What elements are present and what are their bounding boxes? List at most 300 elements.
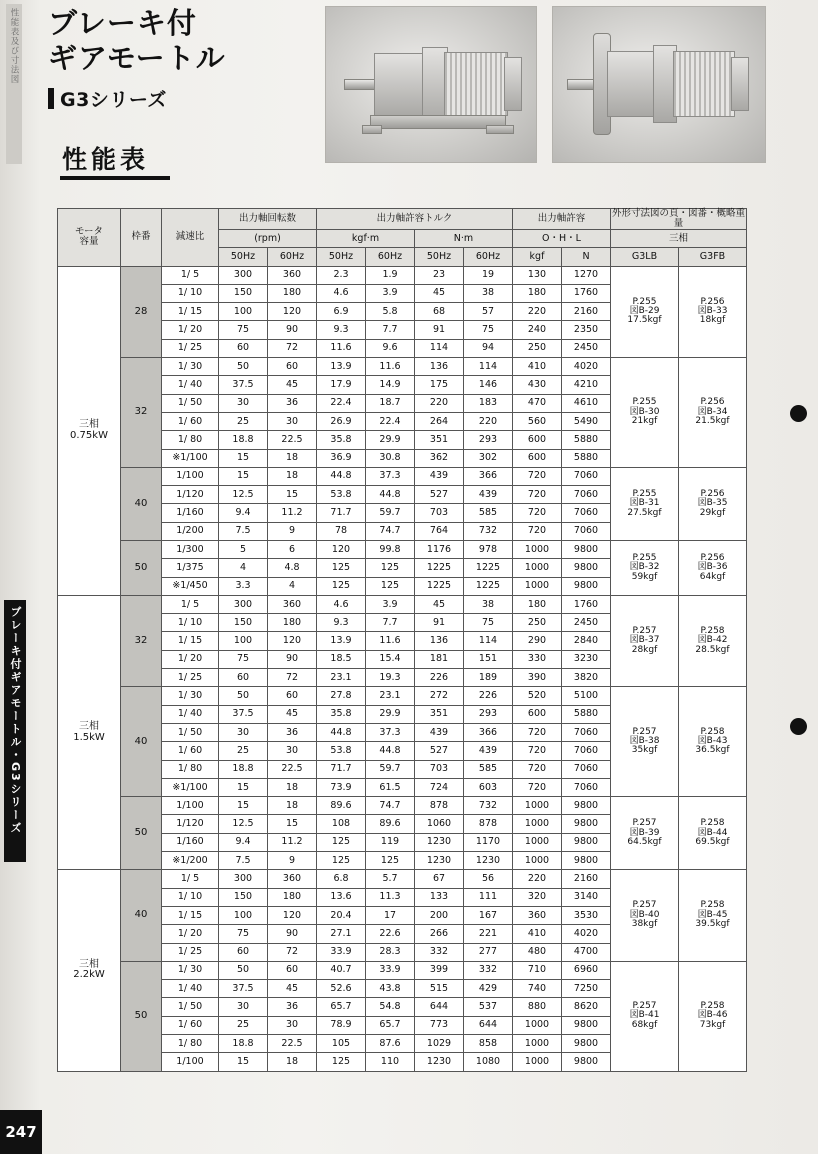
motor-capacity-cell: 三相 1.5kW (58, 595, 121, 869)
rpm-50hz-cell: 150 (219, 284, 268, 302)
nm-60hz-cell: 38 (464, 284, 513, 302)
kgfm-50hz-cell: 44.8 (317, 723, 366, 741)
rpm-50hz-cell: 25 (219, 412, 268, 430)
g3fb-reference-cell: P.258 図B-45 39.5kgf (679, 870, 747, 961)
thrust-kgf-cell: 1000 (513, 1053, 562, 1071)
nm-50hz-cell: 266 (415, 925, 464, 943)
nm-50hz-cell: 351 (415, 705, 464, 723)
table-row (58, 687, 747, 705)
rpm-50hz-cell: 7.5 (219, 522, 268, 540)
table-row (58, 595, 747, 613)
thrust-kgf-cell: 720 (513, 486, 562, 504)
kgfm-50hz-cell: 53.8 (317, 742, 366, 760)
g3lb-reference-cell: P.257 図B-41 68kgf (611, 961, 679, 1071)
kgfm-60hz-cell: 44.8 (366, 742, 415, 760)
nm-50hz-cell: 773 (415, 1016, 464, 1034)
frame-number-cell: 50 (121, 540, 162, 595)
kgfm-50hz-cell: 13.6 (317, 888, 366, 906)
rpm-60hz-cell: 72 (268, 339, 317, 357)
thrust-kgf-cell: 720 (513, 778, 562, 796)
thrust-kgf-cell: 180 (513, 595, 562, 613)
table-row (58, 358, 747, 376)
kgfm-60hz-cell: 28.3 (366, 943, 415, 961)
nm-50hz-cell: 527 (415, 486, 464, 504)
thrust-kgf-cell: 130 (513, 266, 562, 284)
kgfm-50hz-cell: 36.9 (317, 449, 366, 467)
rpm-50hz-cell: 30 (219, 723, 268, 741)
rpm-50hz-cell: 50 (219, 961, 268, 979)
kgfm-60hz-cell: 9.6 (366, 339, 415, 357)
ratio-cell: 1/ 5 (162, 266, 219, 284)
kgfm-50hz-cell: 53.8 (317, 486, 366, 504)
rpm-50hz-cell: 30 (219, 998, 268, 1016)
rpm-60hz-cell: 120 (268, 906, 317, 924)
kgfm-50hz-cell: 4.6 (317, 595, 366, 613)
nm-50hz-cell: 23 (415, 266, 464, 284)
rpm-60hz-cell: 120 (268, 632, 317, 650)
nm-60hz-cell: 1080 (464, 1053, 513, 1071)
flange-mount-gearmotor-photo (552, 6, 766, 163)
kgfm-60hz-cell: 119 (366, 833, 415, 851)
ratio-cell: 1/ 30 (162, 687, 219, 705)
col-frame-no: 枠番 (121, 209, 162, 267)
thrust-kgf-cell: 360 (513, 906, 562, 924)
col-ratio: 減速比 (162, 209, 219, 267)
ratio-cell: 1/ 30 (162, 961, 219, 979)
series-bar-decoration (48, 88, 54, 109)
kgfm-50hz-cell: 105 (317, 1035, 366, 1053)
rpm-60hz-cell: 11.2 (268, 833, 317, 851)
kgfm-50hz-cell: 9.3 (317, 614, 366, 632)
thrust-n-cell: 6960 (562, 961, 611, 979)
rpm-50hz-cell: 75 (219, 925, 268, 943)
frame-number-cell: 40 (121, 687, 162, 797)
table-row (58, 540, 747, 558)
thrust-n-cell: 9800 (562, 1035, 611, 1053)
section-heading-underline (60, 176, 170, 180)
rpm-60hz-cell: 22.5 (268, 760, 317, 778)
kgfm-50hz-cell: 26.9 (317, 412, 366, 430)
nm-60hz-cell: 57 (464, 303, 513, 321)
rpm-60hz-cell: 60 (268, 358, 317, 376)
foot-mount-gearmotor-photo (325, 6, 537, 163)
nm-60hz-cell: 189 (464, 669, 513, 687)
kgfm-60hz-cell: 5.7 (366, 870, 415, 888)
ratio-cell: 1/ 60 (162, 742, 219, 760)
ratio-cell: ※1/100 (162, 778, 219, 796)
rpm-50hz-cell: 18.8 (219, 760, 268, 778)
rpm-60hz-cell: 72 (268, 943, 317, 961)
thrust-kgf-cell: 470 (513, 394, 562, 412)
rpm-60hz-cell: 4 (268, 577, 317, 595)
sidebar-chapter-label: ブレーキ付ギアモートル・G3シリーズ (9, 606, 22, 835)
nm-60hz-cell: 38 (464, 595, 513, 613)
nm-60hz-cell: 19 (464, 266, 513, 284)
nm-50hz-cell: 764 (415, 522, 464, 540)
thrust-n-cell: 8620 (562, 998, 611, 1016)
kgfm-50hz-cell: 78 (317, 522, 366, 540)
nm-50hz-cell: 67 (415, 870, 464, 888)
kgfm-60hz-cell: 110 (366, 1053, 415, 1071)
col-g3lb: G3LB (611, 248, 679, 266)
nm-50hz-cell: 1029 (415, 1035, 464, 1053)
rpm-50hz-cell: 18.8 (219, 431, 268, 449)
ratio-cell: 1/ 60 (162, 1016, 219, 1034)
nm-50hz-cell: 133 (415, 888, 464, 906)
rpm-50hz-cell: 60 (219, 339, 268, 357)
section-tab-vertical (6, 4, 22, 164)
kgfm-50hz-cell: 125 (317, 559, 366, 577)
thrust-n-cell: 3820 (562, 669, 611, 687)
rpm-50hz-cell: 5 (219, 540, 268, 558)
col-allowable-torque: 出力軸許容トルク (317, 209, 513, 230)
nm-60hz-cell: 167 (464, 906, 513, 924)
thrust-n-cell: 2450 (562, 339, 611, 357)
kgfm-50hz-cell: 108 (317, 815, 366, 833)
thrust-n-cell: 2350 (562, 321, 611, 339)
thrust-kgf-cell: 250 (513, 614, 562, 632)
rpm-60hz-cell: 22.5 (268, 1035, 317, 1053)
ratio-cell: 1/100 (162, 1053, 219, 1071)
nm-60hz-cell: 878 (464, 815, 513, 833)
rpm-60hz-cell: 90 (268, 925, 317, 943)
kgfm-50hz-cell: 125 (317, 1053, 366, 1071)
nm-50hz-cell: 181 (415, 650, 464, 668)
ratio-cell: 1/ 15 (162, 906, 219, 924)
thrust-kgf-cell: 600 (513, 705, 562, 723)
thrust-n-cell: 5880 (562, 705, 611, 723)
kgfm-50hz-cell: 71.7 (317, 760, 366, 778)
thrust-kgf-cell: 1000 (513, 797, 562, 815)
kgfm-60hz-cell: 22.4 (366, 412, 415, 430)
nm-60hz-cell: 732 (464, 522, 513, 540)
g3lb-reference-cell: P.257 図B-38 35kgf (611, 687, 679, 797)
nm-60hz-cell: 293 (464, 431, 513, 449)
rpm-50hz-cell: 9.4 (219, 833, 268, 851)
thrust-n-cell: 7060 (562, 778, 611, 796)
ratio-cell: 1/ 60 (162, 412, 219, 430)
kgfm-60hz-cell: 54.8 (366, 998, 415, 1016)
rpm-60hz-cell: 15 (268, 486, 317, 504)
ratio-cell: 1/ 40 (162, 980, 219, 998)
ratio-cell: ※1/200 (162, 852, 219, 870)
thrust-n-cell: 4700 (562, 943, 611, 961)
rpm-60hz-cell: 45 (268, 705, 317, 723)
rpm-50hz-cell: 60 (219, 669, 268, 687)
ratio-cell: 1/ 20 (162, 650, 219, 668)
thrust-kgf-cell: 410 (513, 925, 562, 943)
rpm-50hz-cell: 18.8 (219, 1035, 268, 1053)
thrust-kgf-cell: 1000 (513, 1016, 562, 1034)
thrust-n-cell: 5490 (562, 412, 611, 430)
ratio-cell: 1/120 (162, 815, 219, 833)
nm-50hz-cell: 515 (415, 980, 464, 998)
rpm-50hz-cell: 15 (219, 467, 268, 485)
nm-60hz-cell: 226 (464, 687, 513, 705)
kgfm-50hz-cell: 78.9 (317, 1016, 366, 1034)
title-line-2: ギアモートル (48, 41, 226, 76)
ratio-cell: 1/200 (162, 522, 219, 540)
nm-50hz-cell: 399 (415, 961, 464, 979)
thrust-n-cell: 7060 (562, 723, 611, 741)
thrust-kgf-cell: 250 (513, 339, 562, 357)
rpm-50hz-cell: 12.5 (219, 815, 268, 833)
kgfm-50hz-cell: 17.9 (317, 376, 366, 394)
nm-60hz-cell: 114 (464, 358, 513, 376)
nm-50hz-cell: 724 (415, 778, 464, 796)
rpm-60hz-cell: 6 (268, 540, 317, 558)
g3fb-reference-cell: P.258 図B-43 36.5kgf (679, 687, 747, 797)
rpm-60hz-cell: 4.8 (268, 559, 317, 577)
ratio-cell: 1/ 50 (162, 394, 219, 412)
thrust-n-cell: 9800 (562, 1016, 611, 1034)
nm-50hz-cell: 220 (415, 394, 464, 412)
kgfm-60hz-cell: 30.8 (366, 449, 415, 467)
motor-capacity-cell: 三相 0.75kW (58, 266, 121, 595)
sidebar-chapter-tab (4, 600, 26, 862)
thrust-kgf-cell: 600 (513, 449, 562, 467)
nm-60hz-cell: 183 (464, 394, 513, 412)
rpm-60hz-cell: 11.2 (268, 504, 317, 522)
nm-50hz-cell: 91 (415, 614, 464, 632)
nm-60hz-cell: 293 (464, 705, 513, 723)
kgfm-60hz-cell: 23.1 (366, 687, 415, 705)
thrust-kgf-cell: 180 (513, 284, 562, 302)
kgfm-60hz-cell: 29.9 (366, 705, 415, 723)
rpm-60hz-cell: 30 (268, 1016, 317, 1034)
rpm-60hz-cell: 22.5 (268, 431, 317, 449)
kgfm-50hz-cell: 2.3 (317, 266, 366, 284)
kgfm-60hz-cell: 11.6 (366, 358, 415, 376)
nm-50hz-cell: 1176 (415, 540, 464, 558)
ratio-cell: 1/ 80 (162, 431, 219, 449)
rpm-60hz-cell: 18 (268, 467, 317, 485)
thrust-kgf-cell: 1000 (513, 540, 562, 558)
rpm-60hz-cell: 30 (268, 412, 317, 430)
nm-60hz-cell: 221 (464, 925, 513, 943)
col-thrust-kgf: kgf (513, 248, 562, 266)
thrust-kgf-cell: 880 (513, 998, 562, 1016)
kgfm-60hz-cell: 19.3 (366, 669, 415, 687)
g3fb-reference-cell: P.256 図B-34 21.5kgf (679, 358, 747, 468)
kgfm-50hz-cell: 125 (317, 577, 366, 595)
rpm-50hz-cell: 25 (219, 742, 268, 760)
ratio-cell: 1/ 5 (162, 595, 219, 613)
thrust-n-cell: 4210 (562, 376, 611, 394)
rpm-60hz-cell: 15 (268, 815, 317, 833)
thrust-n-cell: 5880 (562, 449, 611, 467)
rpm-50hz-cell: 25 (219, 1016, 268, 1034)
g3fb-reference-cell: P.258 図B-46 73kgf (679, 961, 747, 1071)
kgfm-60hz-cell: 11.6 (366, 632, 415, 650)
rpm-60hz-cell: 18 (268, 1053, 317, 1071)
nm-50hz-cell: 1230 (415, 852, 464, 870)
thrust-n-cell: 9800 (562, 577, 611, 595)
kgfm-60hz-cell: 18.7 (366, 394, 415, 412)
rpm-50hz-cell: 7.5 (219, 852, 268, 870)
registration-dot-upper (790, 405, 807, 422)
ratio-cell: 1/ 15 (162, 303, 219, 321)
rpm-60hz-cell: 60 (268, 961, 317, 979)
thrust-kgf-cell: 720 (513, 742, 562, 760)
ratio-cell: ※1/100 (162, 449, 219, 467)
thrust-n-cell: 2840 (562, 632, 611, 650)
kgfm-60hz-cell: 87.6 (366, 1035, 415, 1053)
col-thrust-ohl: O・H・L (513, 229, 611, 247)
nm-50hz-cell: 1230 (415, 1053, 464, 1071)
rpm-60hz-cell: 90 (268, 321, 317, 339)
thrust-n-cell: 4020 (562, 925, 611, 943)
rpm-50hz-cell: 75 (219, 650, 268, 668)
title-line-1: ブレーキ付 (48, 6, 197, 40)
thrust-n-cell: 1760 (562, 595, 611, 613)
nm-50hz-cell: 351 (415, 431, 464, 449)
nm-50hz-cell: 362 (415, 449, 464, 467)
kgfm-60hz-cell: 15.4 (366, 650, 415, 668)
kgfm-60hz-cell: 17 (366, 906, 415, 924)
kgfm-60hz-cell: 125 (366, 559, 415, 577)
kgfm-60hz-cell: 1.9 (366, 266, 415, 284)
nm-60hz-cell: 537 (464, 998, 513, 1016)
kgfm-60hz-cell: 99.8 (366, 540, 415, 558)
table-body (58, 266, 747, 1071)
rpm-60hz-cell: 45 (268, 980, 317, 998)
g3fb-reference-cell: P.258 図B-44 69.5kgf (679, 797, 747, 870)
nm-50hz-cell: 439 (415, 723, 464, 741)
thrust-kgf-cell: 720 (513, 504, 562, 522)
section-tab-label: 性能表及び寸法図 (9, 8, 19, 84)
nm-60hz-cell: 644 (464, 1016, 513, 1034)
thrust-n-cell: 7060 (562, 467, 611, 485)
g3lb-reference-cell: P.257 図B-40 38kgf (611, 870, 679, 961)
kgfm-50hz-cell: 13.9 (317, 632, 366, 650)
nm-50hz-cell: 91 (415, 321, 464, 339)
nm-60hz-cell: 439 (464, 486, 513, 504)
kgfm-50hz-cell: 13.9 (317, 358, 366, 376)
thrust-n-cell: 7060 (562, 504, 611, 522)
kgfm-60hz-cell: 59.7 (366, 504, 415, 522)
thrust-kgf-cell: 240 (513, 321, 562, 339)
kgfm-50hz-cell: 35.8 (317, 431, 366, 449)
g3fb-reference-cell: P.256 図B-33 18kgf (679, 266, 747, 357)
kgfm-50hz-cell: 65.7 (317, 998, 366, 1016)
thrust-kgf-cell: 220 (513, 870, 562, 888)
nm-60hz-cell: 366 (464, 467, 513, 485)
kgfm-60hz-cell: 33.9 (366, 961, 415, 979)
kgfm-50hz-cell: 44.8 (317, 467, 366, 485)
nm-60hz-cell: 429 (464, 980, 513, 998)
rpm-60hz-cell: 30 (268, 742, 317, 760)
ratio-cell: 1/100 (162, 467, 219, 485)
ratio-cell: 1/ 10 (162, 614, 219, 632)
nm-60hz-cell: 302 (464, 449, 513, 467)
nm-50hz-cell: 264 (415, 412, 464, 430)
kgfm-60hz-cell: 11.3 (366, 888, 415, 906)
thrust-n-cell: 1270 (562, 266, 611, 284)
rpm-50hz-cell: 15 (219, 449, 268, 467)
g3lb-reference-cell: P.255 図B-30 21kgf (611, 358, 679, 468)
thrust-n-cell: 1760 (562, 284, 611, 302)
rpm-50hz-cell: 100 (219, 632, 268, 650)
rpm-60hz-cell: 180 (268, 284, 317, 302)
thrust-kgf-cell: 720 (513, 760, 562, 778)
thrust-n-cell: 3140 (562, 888, 611, 906)
kgfm-50hz-cell: 89.6 (317, 797, 366, 815)
thrust-n-cell: 7060 (562, 486, 611, 504)
col-motor-capacity: モータ 容量 (58, 209, 121, 267)
nm-60hz-cell: 146 (464, 376, 513, 394)
kgfm-50hz-cell: 23.1 (317, 669, 366, 687)
col-thrust-n: N (562, 248, 611, 266)
nm-50hz-cell: 136 (415, 632, 464, 650)
frame-number-cell: 50 (121, 961, 162, 1071)
rpm-50hz-cell: 12.5 (219, 486, 268, 504)
thrust-kgf-cell: 560 (513, 412, 562, 430)
rpm-60hz-cell: 36 (268, 723, 317, 741)
ratio-cell: 1/ 50 (162, 998, 219, 1016)
kgfm-50hz-cell: 4.6 (317, 284, 366, 302)
rpm-50hz-cell: 37.5 (219, 980, 268, 998)
thrust-kgf-cell: 720 (513, 467, 562, 485)
kgfm-60hz-cell: 22.6 (366, 925, 415, 943)
col-rpm-50hz: 50Hz (219, 248, 268, 266)
section-heading: 性能表 (62, 145, 150, 174)
ratio-cell: 1/ 30 (162, 358, 219, 376)
nm-50hz-cell: 703 (415, 504, 464, 522)
thrust-kgf-cell: 720 (513, 723, 562, 741)
thrust-n-cell: 4020 (562, 358, 611, 376)
nm-50hz-cell: 114 (415, 339, 464, 357)
nm-60hz-cell: 56 (464, 870, 513, 888)
rpm-50hz-cell: 9.4 (219, 504, 268, 522)
series-label-row (48, 85, 308, 112)
kgfm-60hz-cell: 65.7 (366, 1016, 415, 1034)
nm-60hz-cell: 151 (464, 650, 513, 668)
kgfm-60hz-cell: 74.7 (366, 522, 415, 540)
table-row (58, 797, 747, 815)
ratio-cell: 1/ 25 (162, 669, 219, 687)
rpm-60hz-cell: 9 (268, 522, 317, 540)
rpm-60hz-cell: 60 (268, 687, 317, 705)
kgfm-50hz-cell: 27.8 (317, 687, 366, 705)
nm-60hz-cell: 978 (464, 540, 513, 558)
kgfm-50hz-cell: 71.7 (317, 504, 366, 522)
frame-number-cell: 32 (121, 358, 162, 468)
kgfm-60hz-cell: 44.8 (366, 486, 415, 504)
thrust-kgf-cell: 410 (513, 358, 562, 376)
kgfm-60hz-cell: 7.7 (366, 321, 415, 339)
thrust-kgf-cell: 1000 (513, 852, 562, 870)
ratio-cell: 1/ 40 (162, 376, 219, 394)
thrust-kgf-cell: 520 (513, 687, 562, 705)
thrust-n-cell: 3530 (562, 906, 611, 924)
kgfm-60hz-cell: 125 (366, 852, 415, 870)
kgfm-60hz-cell: 7.7 (366, 614, 415, 632)
nm-50hz-cell: 45 (415, 595, 464, 613)
rpm-60hz-cell: 18 (268, 449, 317, 467)
thrust-n-cell: 9800 (562, 815, 611, 833)
rpm-50hz-cell: 30 (219, 394, 268, 412)
page-number: 247 (0, 1110, 42, 1154)
thrust-n-cell: 7060 (562, 522, 611, 540)
ratio-cell: 1/120 (162, 486, 219, 504)
rpm-60hz-cell: 90 (268, 650, 317, 668)
kgfm-60hz-cell: 5.8 (366, 303, 415, 321)
rpm-50hz-cell: 100 (219, 303, 268, 321)
ratio-cell: 1/ 80 (162, 1035, 219, 1053)
table-row (58, 467, 747, 485)
thrust-n-cell: 2160 (562, 303, 611, 321)
